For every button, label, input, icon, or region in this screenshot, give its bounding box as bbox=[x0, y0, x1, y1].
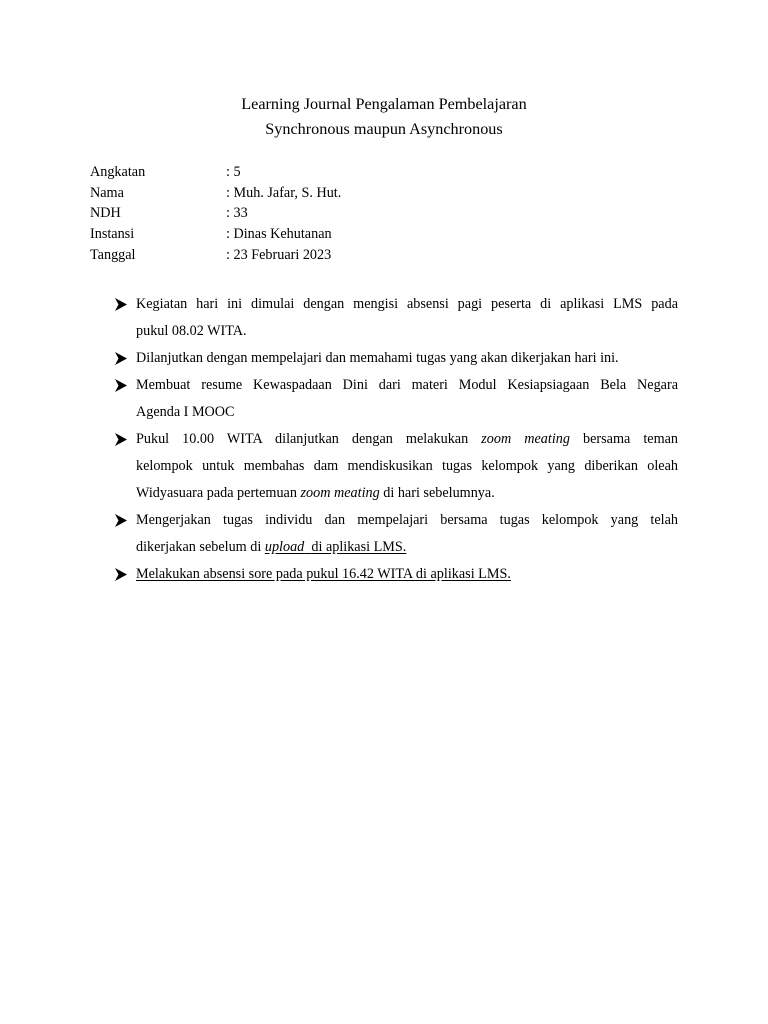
item-text-run: Widyasuara pada pertemuan bbox=[136, 485, 297, 501]
info-value: : 33 bbox=[226, 205, 248, 222]
info-row-angkatan bbox=[90, 162, 341, 183]
item-text-run: di hari sebelumnya. bbox=[383, 485, 495, 501]
arrowhead-bullet-icon bbox=[115, 372, 129, 399]
arrowhead-bullet-icon bbox=[115, 507, 129, 534]
list-item bbox=[115, 426, 678, 507]
item-text-line: pukul 08.02 WITA. bbox=[136, 323, 247, 339]
info-label: Nama bbox=[90, 184, 124, 201]
list-item bbox=[115, 561, 678, 588]
item-text-underlined bbox=[265, 539, 407, 555]
info-row-nama bbox=[90, 183, 341, 204]
item-text-line: kelompok untuk membahas dam mendiskusikan tugas kelompok yang diberikan oleah bbox=[136, 458, 678, 474]
item-text-line bbox=[136, 480, 678, 507]
item-text-line: Dilanjutkan dengan mempelajari dan memahami tugas yang akan dikerjakan hari ini. bbox=[136, 350, 619, 366]
item-text-italic: zoom meating bbox=[481, 431, 570, 447]
info-label: Tanggal bbox=[90, 246, 136, 263]
item-text-italic: upload bbox=[264, 539, 305, 555]
list-item bbox=[115, 291, 678, 345]
item-text-run: bersama teman bbox=[583, 431, 679, 447]
info-label: Angkatan bbox=[90, 164, 146, 180]
arrowhead-bullet-icon bbox=[115, 426, 129, 453]
info-label: NDH bbox=[90, 205, 121, 222]
info-value: : 23 Februari 2023 bbox=[226, 246, 332, 263]
item-text-run: Pukul 10.00 WITA dilanjutkan dengan melakukan bbox=[136, 431, 469, 447]
item-text-line bbox=[136, 426, 678, 453]
info-row-tanggal bbox=[90, 245, 341, 266]
list-item bbox=[115, 345, 678, 372]
arrowhead-bullet-icon bbox=[115, 345, 129, 372]
list-item bbox=[115, 507, 678, 561]
item-text-italic: zoom meating bbox=[300, 485, 380, 501]
item-text-line: Mengerjakan tugas individu dan mempelajari bersama tugas kelompok yang telah bbox=[136, 512, 678, 528]
item-text-line: Kegiatan hari ini dimulai dengan mengisi absensi pagi peserta di aplikasi LMS pada bbox=[136, 296, 678, 312]
item-text-line: Melakukan absensi sore pada pukul 16.42 WITA di aplikasi LMS. bbox=[136, 566, 511, 582]
title-line-2: Synchronous maupun Asynchronous bbox=[265, 120, 503, 138]
arrowhead-bullet-icon bbox=[115, 561, 129, 588]
info-label: Instansi bbox=[90, 226, 135, 243]
title-line-1: Learning Journal Pengalaman Pembelajaran bbox=[241, 95, 527, 113]
item-text-run: di aplikasi LMS. bbox=[311, 539, 407, 555]
item-text-line bbox=[136, 534, 678, 561]
item-text-line: Agenda I MOOC bbox=[136, 404, 235, 420]
info-value: : 5 bbox=[226, 164, 241, 180]
item-text-line: Membuat resume Kewaspadaan Dini dari materi Modul Kesiapsiagaan Bela Negara bbox=[136, 377, 678, 393]
info-row-ndh bbox=[90, 203, 341, 224]
arrowhead-bullet-icon bbox=[115, 291, 129, 318]
info-row-instansi bbox=[90, 224, 341, 245]
info-value: : Dinas Kehutanan bbox=[226, 226, 332, 243]
info-table bbox=[90, 162, 341, 265]
item-text-run: dikerjakan sebelum di bbox=[136, 539, 262, 555]
info-value: : Muh. Jafar, S. Hut. bbox=[226, 184, 342, 201]
list-item bbox=[115, 372, 678, 426]
